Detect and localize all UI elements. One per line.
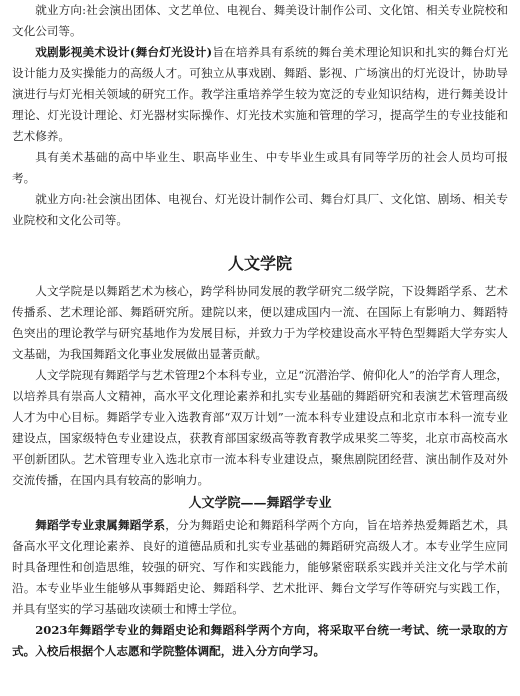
lighting-design-text: 旨在培养具有系统的舞台美术理论知识和扎实的舞台灯光设计能力及实操能力的高级人才。可独立从事戏剧、舞蹈、影视、广场演出的灯光设计，协助导演进行与灯光相关领域的研究工作。教学注重培养学生较为宽泛的专业知识结构，进行舞美设计理论、灯光设计理论、灯光器材实际操作、灯光技术实施和管理的学习，提高学生的专业技能和艺术修养。 — [12, 45, 508, 143]
lighting-design-paragraph — [12, 42, 508, 147]
dance-major-lead: 舞蹈学专业隶属舞蹈学系 — [35, 518, 166, 532]
college-majors-paragraph: 人文学院现有舞蹈学与艺术管理2个本科专业，立足“沉潜治学、俯仰化人”的治学育人理念，以培养具有崇高人文精神，高水平文化理论素养和扎实专业基础的舞蹈研究和表演艺术管理高级人才为中心目标。舞蹈学专业入选教育部“双万计划”一流本科专业建设点和北京市本科一流专业建设点，国家级特色专业建设点，获教育部国家级高等教育教学成果奖二等奖，北京市高校高水平创新团队。艺术管理专业入选北京市一流本科专业建设点，聚焦剧院团经营、演出制作及对外交流传播，在国内具有较高的影响力。 — [12, 368, 508, 487]
lighting-design-title: 戏剧影视美术设计(舞台灯光设计) — [35, 45, 213, 59]
employment-paragraph-2: 就业方向:社会演出团体、电视台、灯光设计制作公司、舞台灯具厂、文化馆、剧场、相关专业院校和文化公司等。 — [12, 192, 508, 227]
college-intro-paragraph: 人文学院是以舞蹈艺术为核心，跨学科协同发展的教学研究二级学院，下设舞蹈学系、艺术传播系、艺术理论部、舞蹈研究所。建院以来，便以建成国内一流、在国际上有影响力、舞蹈特色突出的理论教学与研究基地作为发展目标，并致力于为学校建设高水平特色型舞蹈大学夯实人文基础，为我国舞蹈文化事业发展做出显著贡献。 — [12, 284, 508, 361]
dance-major-paragraph — [12, 515, 508, 620]
college-heading: 人文学院 — [227, 254, 292, 273]
dance-major-text: ，分为舞蹈史论和舞蹈科学两个方向，旨在培养热爱舞蹈艺术，具备高水平文化理论素养、良好的道德品质和扎实专业基础的舞蹈研究高级人才。本专业学生应同时具备理性和创造思维，较强的研究、写作和实践能力，能够紧密联系实践并关注文化与学术前沿。本专业毕业生能够从事舞蹈史论、舞蹈科学、艺术批评、舞台文学写作等研究与实践工作，并具有坚实的学习基础攻读硕士和博士学位。 — [12, 518, 508, 616]
eligibility-paragraph: 具有美术基础的高中毕业生、职高毕业生、中专毕业生或具有同等学历的社会人员均可报考。 — [12, 150, 508, 185]
dance-major-heading: 人文学院——舞蹈学专业 — [188, 496, 332, 511]
admission-note-paragraph — [12, 620, 508, 662]
employment-paragraph-1: 就业方向:社会演出团体、文艺单位、电视台、舞美设计制作公司、文化馆、相关专业院校和文化公司等。 — [12, 3, 508, 38]
admission-note: 2023年舞蹈学专业的舞蹈史论和舞蹈科学两个方向，将采取平台统一考试、统一录取的方式。入校后根据个人志愿和学院整体调配，进入分方向学习。 — [12, 623, 508, 658]
